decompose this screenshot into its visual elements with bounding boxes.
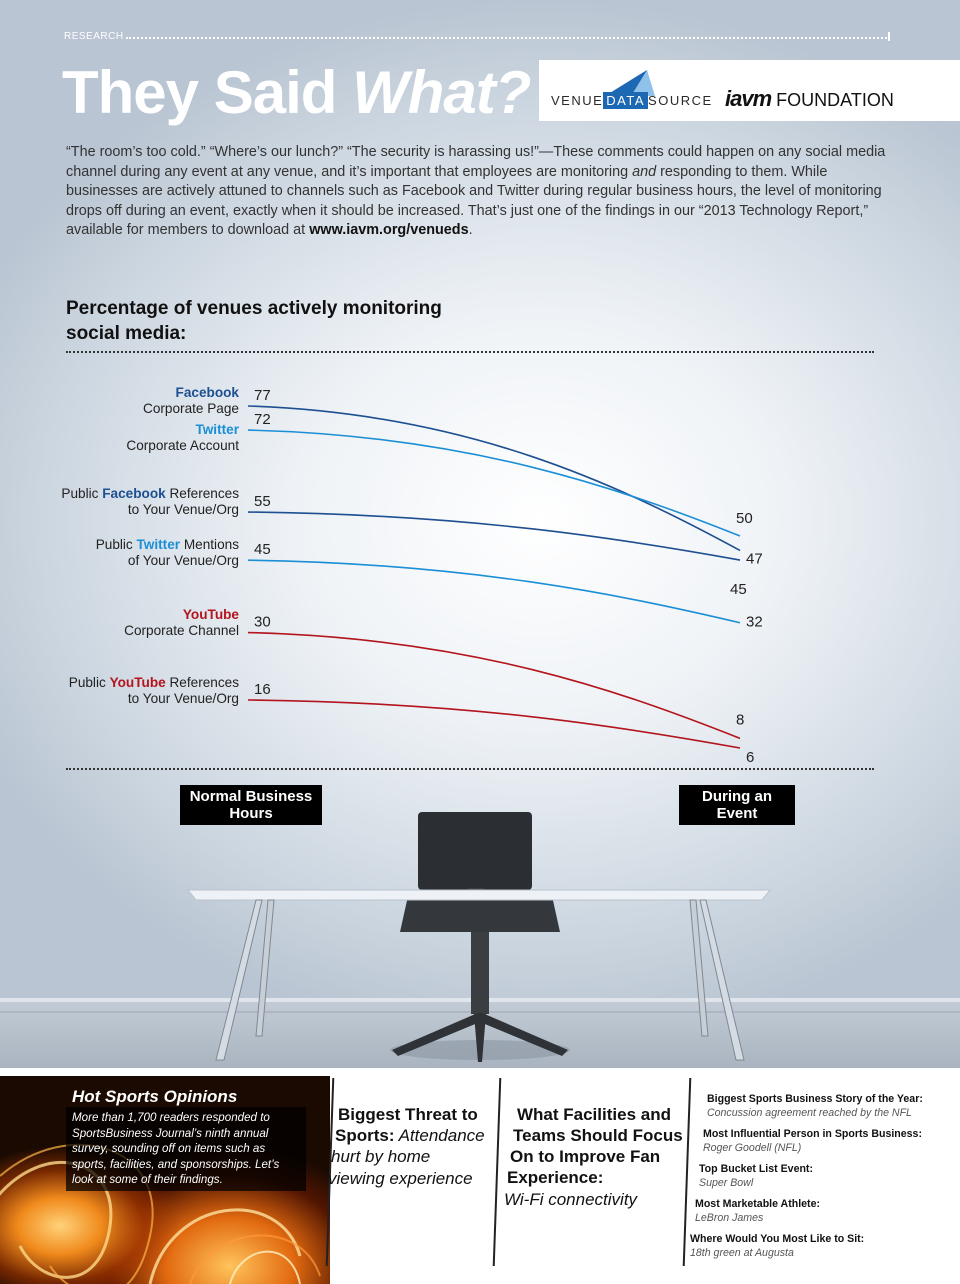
logo-band — [539, 60, 960, 121]
facilities-answer: Wi-Fi connectivity — [504, 1190, 638, 1209]
category-label-during-event: During an Event — [679, 785, 795, 825]
venue-data-source-logo: VENUE DATA SOURCE — [551, 93, 713, 108]
list-item: Most Influential Person in Sports Business: Roger Goodell (NFL) — [703, 1128, 922, 1154]
series-label: Twitter — [195, 422, 239, 437]
data-label-start: 30 — [254, 613, 271, 631]
facilities-question-line1: What Facilities and — [517, 1105, 671, 1124]
top-rule-end — [888, 32, 890, 41]
series-line — [248, 430, 740, 536]
desk-chair-illustration — [0, 800, 960, 1068]
list-item: Biggest Sports Business Story of the Year: Concussion agreement reached by the NFL — [707, 1093, 923, 1119]
threat-question: Biggest Threat to — [338, 1105, 478, 1124]
headline — [62, 58, 530, 127]
list-item: Where Would You Most Like to Sit: 18th green at Augusta — [690, 1233, 865, 1259]
series-label: YouTube — [182, 607, 239, 622]
series-line — [248, 406, 740, 550]
chart-top-rule — [66, 351, 874, 353]
series-label-line2: to Your Venue/Org — [127, 502, 239, 517]
series-label-line2: to Your Venue/Org — [127, 691, 239, 706]
data-label-end: 50 — [736, 510, 753, 527]
facilities-question-line4: Experience: — [507, 1168, 604, 1187]
series-label: Facebook — [175, 385, 239, 400]
list-item: Most Marketable Athlete: LeBron James — [695, 1198, 820, 1224]
data-label-start: 72 — [254, 411, 271, 429]
data-label-end: 45 — [730, 581, 747, 599]
series-label: Public YouTube References — [68, 675, 239, 690]
list-item: Top Bucket List Event: Super Bowl — [699, 1163, 813, 1189]
series-label-line2: of Your Venue/Org — [127, 553, 239, 568]
series-label-line2: Corporate Page — [143, 401, 239, 416]
series-line — [248, 560, 740, 622]
section-label: RESEARCH — [64, 31, 124, 42]
opinions-body: More than 1,700 readers responded to SportsBusiness Journal’s ninth annual survey, sounding off on items such as sports, facilities, and sponsorships. Let’s look at some of their findings. — [66, 1107, 306, 1191]
data-label-start: 77 — [254, 387, 271, 404]
report-link[interactable]: www.iavm.org/venueds — [309, 222, 469, 239]
data-label-end: 32 — [746, 613, 763, 631]
threat-answer-line2: hurt by home — [331, 1147, 431, 1166]
intro-paragraph: “The room’s too cold.” “Where’s our lunch?” “The security is harassing us!”—These comments could happen on any social media channel during any event at any venue, and it’s important that employees are monitoring and responding to them. While businesses are actively attuned to channels such as Facebook and Twitter during regular business hours, the level of monitoring drops off during an event, exactly when it should be increased. That’s just one of the findings in our “2013 Technology Report,” available for members to download at www.iavm.org/venueds. — [66, 144, 886, 239]
data-label-end: 6 — [746, 749, 755, 766]
series-label: Public Facebook References — [61, 486, 239, 501]
series-label: Public Twitter Mentions — [95, 537, 239, 552]
series-label-line2: Corporate Account — [126, 438, 239, 453]
threat-answer-line1: Sports: Attendance — [335, 1126, 485, 1145]
iavm-foundation-logo: iavm FOUNDATION — [725, 86, 894, 111]
data-label-end: 8 — [736, 711, 745, 729]
opinions-title: Hot Sports Opinions — [72, 1087, 238, 1106]
facilities-question-line3: On to Improve Fan — [510, 1147, 661, 1166]
data-label-start: 55 — [254, 493, 271, 511]
series-label-line2: Corporate Channel — [124, 623, 239, 638]
data-label-end: 47 — [746, 550, 763, 568]
series-line — [248, 633, 740, 739]
series-line — [248, 700, 740, 748]
data-label-start: 16 — [254, 681, 271, 698]
category-label-normal-hours: Normal Business Hours — [180, 785, 322, 825]
line-chart — [0, 370, 960, 770]
facilities-question-line2: Teams Should Focus — [513, 1126, 683, 1145]
data-label-start: 45 — [254, 541, 271, 559]
headline-emphasis: What? — [352, 59, 531, 126]
series-line — [248, 512, 740, 560]
headline-plain: They Said — [62, 59, 353, 126]
top-rule — [126, 37, 890, 39]
chart-title: Percentage of venues actively monitoring social media: — [66, 298, 442, 344]
threat-answer-line3: viewing experience — [328, 1169, 473, 1188]
